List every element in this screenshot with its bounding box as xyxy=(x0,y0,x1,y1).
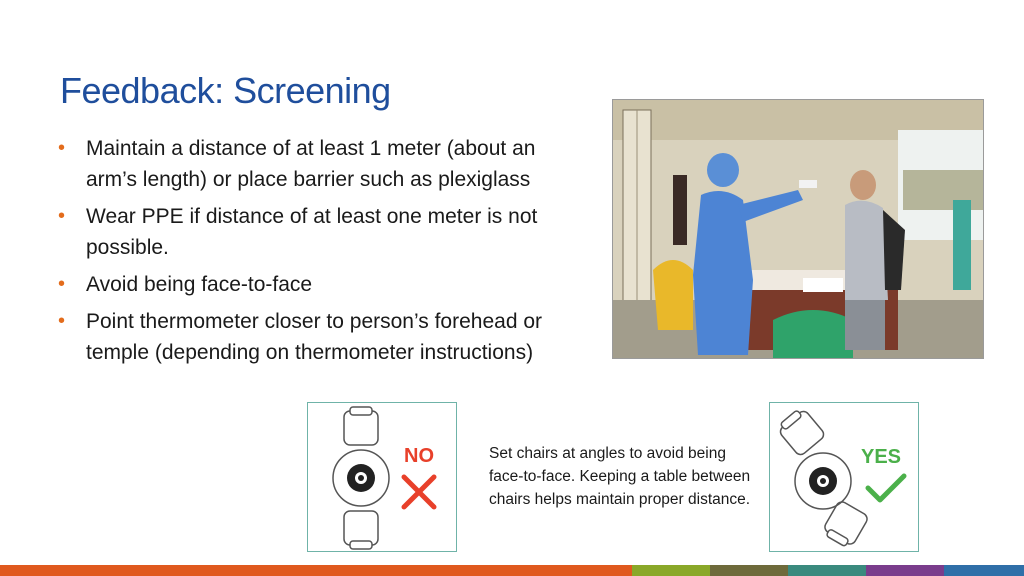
footer-segment xyxy=(410,565,632,576)
footer-segment xyxy=(788,565,866,576)
table-icon xyxy=(333,450,389,506)
yes-label: YES xyxy=(860,446,902,468)
footer-color-bar xyxy=(0,565,1024,576)
bullet-text: Maintain a distance of at least 1 meter (about an arm’s length) or place barrier such as plexiglass xyxy=(86,137,536,191)
bullet-marker: • xyxy=(58,205,66,227)
screening-photo xyxy=(612,99,984,359)
footer-segment xyxy=(866,565,944,576)
bullet-text: Avoid being face-to-face xyxy=(86,273,313,296)
no-label: NO xyxy=(404,445,434,467)
chair-icon xyxy=(344,511,378,549)
table-icon xyxy=(795,453,851,509)
chairs-caption: Set chairs at angles to avoid being face-to-face. Keeping a table between chairs helps maintain proper distance. xyxy=(489,445,751,508)
diagram-chairs-no xyxy=(307,402,457,552)
check-icon xyxy=(868,476,904,500)
bullet-text: Point thermometer closer to person’s forehead or temple (depending on thermometer instructions) xyxy=(86,310,543,364)
footer-segment xyxy=(632,565,710,576)
bullet-item xyxy=(56,201,586,263)
bullet-marker: • xyxy=(58,137,66,159)
cross-icon xyxy=(404,477,434,507)
footer-segment xyxy=(944,565,1024,576)
footer-segment xyxy=(710,565,788,576)
chair-icon xyxy=(775,406,825,457)
chair-icon xyxy=(344,407,378,445)
slide-title: Feedback: Screening xyxy=(60,70,391,111)
footer-segment xyxy=(0,565,410,576)
bullet-marker: • xyxy=(58,310,66,332)
bullet-marker: • xyxy=(58,273,66,295)
bullet-list xyxy=(56,133,586,374)
bullet-item xyxy=(56,306,586,368)
diagram-chairs-yes xyxy=(769,402,919,552)
bullet-text: Wear PPE if distance of at least one meter is not possible. xyxy=(86,205,538,259)
bullet-item xyxy=(56,133,586,195)
bullet-item xyxy=(56,269,586,300)
